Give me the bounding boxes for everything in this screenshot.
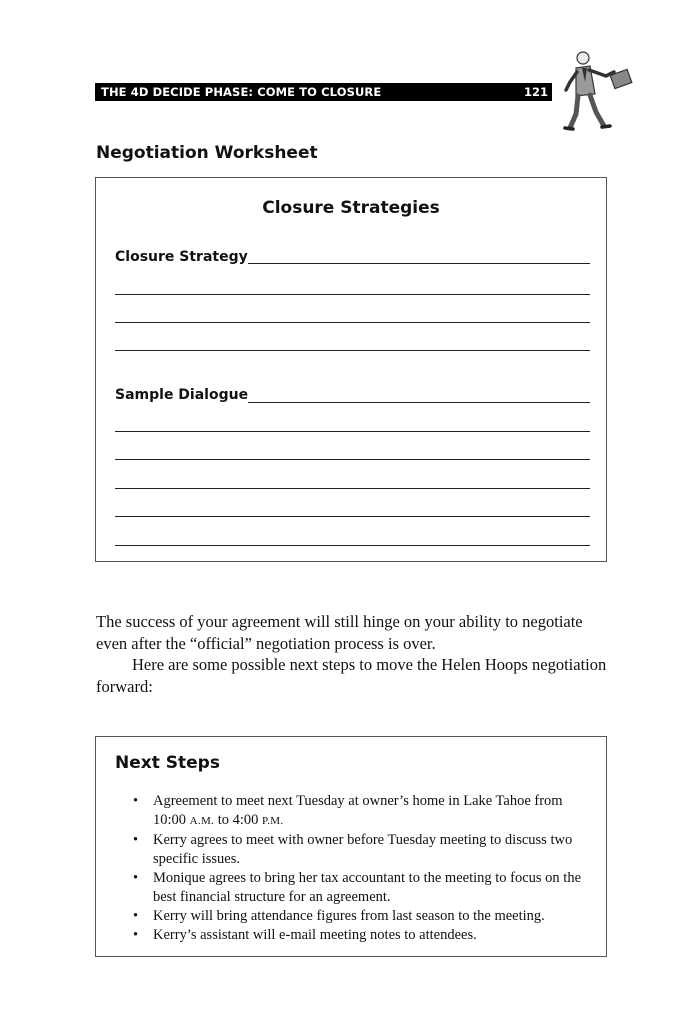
sample-dialogue-label: Sample Dialogue bbox=[115, 387, 249, 403]
closure-strategy-label: Closure Strategy bbox=[115, 249, 248, 265]
time-am: A.M. bbox=[189, 815, 215, 827]
list-item-text: Kerry’s assistant will e-mail meeting notes to attendees. bbox=[153, 927, 477, 943]
bullet-icon: • bbox=[133, 793, 139, 809]
write-in-line[interactable] bbox=[115, 459, 590, 460]
bullet-icon: • bbox=[133, 908, 139, 924]
body-paragraph: Here are some possible next steps to move the Helen Hoops negotiation forward: bbox=[96, 655, 607, 696]
list-item bbox=[133, 869, 593, 907]
list-item bbox=[133, 792, 593, 831]
write-in-line[interactable] bbox=[115, 322, 590, 323]
body-paragraph: The success of your agreement will still hinge on your ability to negotiate even after the “official” negotiation process is over. bbox=[96, 612, 583, 653]
closure-strategies-worksheet bbox=[95, 177, 607, 562]
list-item-text: Kerry will bring attendance figures from last season to the meeting. bbox=[153, 908, 545, 924]
list-item-text: Agreement to meet next Tuesday at owner’s home in Lake Tahoe from 10:00 bbox=[153, 793, 563, 828]
businessman-walking-icon bbox=[562, 48, 640, 134]
section-title: Negotiation Worksheet bbox=[96, 143, 318, 163]
next-steps-list bbox=[133, 792, 593, 945]
bullet-icon: • bbox=[133, 927, 139, 943]
write-in-line[interactable] bbox=[115, 431, 590, 432]
list-item-text: Kerry agrees to meet with owner before Tuesday meeting to discuss two specific issues. bbox=[153, 832, 573, 867]
bullet-icon: • bbox=[133, 832, 139, 848]
page-number: 121 bbox=[523, 85, 548, 99]
next-steps-title: Next Steps bbox=[115, 753, 220, 773]
write-in-line[interactable] bbox=[115, 294, 590, 295]
dialogue-line[interactable] bbox=[242, 402, 590, 403]
time-pm: P.M. bbox=[262, 815, 284, 827]
running-header bbox=[95, 83, 552, 101]
write-in-line[interactable] bbox=[115, 488, 590, 489]
worksheet-title: Closure Strategies bbox=[262, 198, 440, 218]
list-item bbox=[133, 926, 593, 945]
list-item bbox=[133, 831, 593, 869]
write-in-line[interactable] bbox=[115, 516, 590, 517]
list-item-text: Monique agrees to bring her tax accountant to the meeting to focus on the best financial structure for an agreement. bbox=[153, 870, 582, 905]
running-header-title: THE 4D DECIDE PHASE: COME TO CLOSURE bbox=[101, 85, 382, 99]
write-in-line[interactable] bbox=[115, 350, 590, 351]
bullet-icon: • bbox=[133, 870, 139, 886]
next-steps-box bbox=[95, 736, 607, 957]
write-in-line[interactable] bbox=[115, 545, 590, 546]
list-item-text: to 4:00 bbox=[214, 812, 263, 828]
strategy-line[interactable] bbox=[242, 263, 590, 264]
list-item bbox=[133, 907, 593, 926]
